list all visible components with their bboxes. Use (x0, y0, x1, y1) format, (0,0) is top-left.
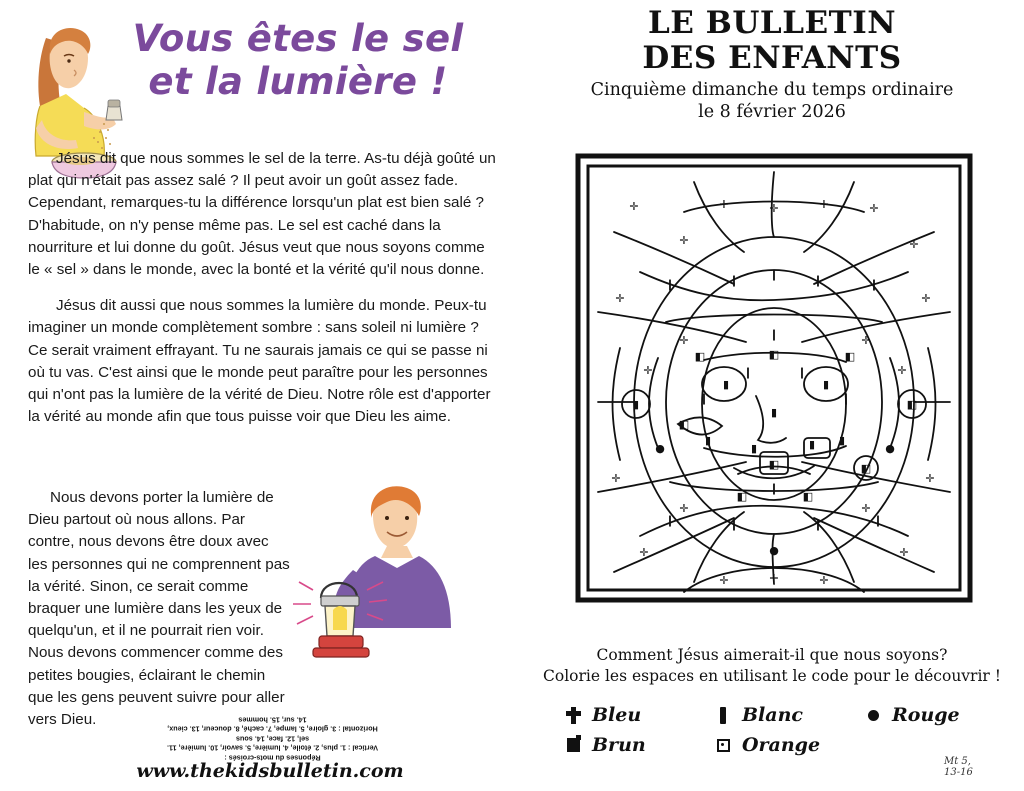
svg-text:❙: ❙ (769, 328, 779, 341)
legend-item-bleu (564, 704, 714, 726)
svg-text:◧: ◧ (860, 462, 872, 475)
legend-label-rouge: Rouge (892, 704, 960, 726)
svg-text:✛: ✛ (925, 472, 935, 485)
svg-text:❙: ❙ (729, 518, 739, 531)
right-column (520, 0, 1024, 791)
svg-text:❙: ❙ (813, 518, 823, 531)
masthead-subtitle-1: Cinquième dimanche du temps ordinaire (590, 80, 954, 101)
svg-text:✛: ✛ (909, 238, 919, 251)
svg-text:✛: ✛ (769, 572, 779, 585)
svg-text:▮: ▮ (770, 406, 778, 419)
svg-text:◧: ◧ (768, 458, 780, 471)
answers-vertical: Vertical : 1. plus, 2. étoile, 4. lumière, 5. savoir, 10. lumière, 11. sel, 12. face, 14. sous (167, 734, 378, 753)
svg-text:✛: ✛ (639, 546, 649, 559)
svg-text:▮: ▮ (704, 434, 712, 447)
article-paragraph-1: Jésus dit que nous sommes le sel de la terre. As-tu déjà goûté un plat qui n'était pas assez salé ? Il peut avoir un goût assez fade. Cependant, remarques-tu la différence lorsqu'un plat est bien salé ? D'habitude, on n'y pense même pas. Le sel est caché dans la nourriture et lui donne du goût. Jésus veut que nous soyons comme le « sel » dans le monde, avec la bonté et la vérité qu'il nous donne. (28, 150, 496, 278)
puzzle-caption-line-2: Colorie les espaces en utilisant le code pour le découvrir ! (543, 666, 1001, 685)
page-title (118, 18, 478, 104)
legend-label-blanc: Blanc (742, 704, 803, 726)
svg-text:✛: ✛ (897, 364, 907, 377)
masthead-subtitle-2: le 8 février 2026 (698, 101, 846, 122)
svg-text:✛: ✛ (643, 364, 653, 377)
svg-text:❙: ❙ (743, 366, 753, 379)
svg-text:▮: ▮ (822, 378, 830, 391)
svg-text:✛: ✛ (899, 546, 909, 559)
svg-text:❙: ❙ (769, 482, 779, 495)
svg-text:❙: ❙ (873, 514, 883, 527)
svg-text:▮: ▮ (722, 378, 730, 391)
svg-text:●: ● (769, 544, 779, 557)
svg-text:▮: ▮ (808, 438, 816, 451)
boy-with-lantern-illustration (283, 478, 498, 663)
vertical-bar-icon (714, 705, 732, 725)
svg-text:✛: ✛ (769, 202, 779, 215)
svg-text:❙: ❙ (699, 392, 709, 405)
article-paragraph-3-wrap (28, 487, 290, 731)
svg-text:◧: ◧ (736, 490, 748, 503)
legend-label-orange: Orange (742, 734, 821, 756)
svg-text:❙: ❙ (729, 274, 739, 287)
svg-text:✛: ✛ (921, 292, 931, 305)
svg-text:❙: ❙ (869, 278, 879, 291)
svg-text:◧: ◧ (678, 418, 690, 431)
svg-text:✛: ✛ (615, 292, 625, 305)
svg-text:✛: ✛ (611, 472, 621, 485)
svg-text:▮: ▮ (632, 398, 640, 411)
headline-line-2: et la lumière ! (148, 59, 448, 103)
puzzle-caption-line-1: Comment Jésus aimerait-il que nous soyons? (596, 646, 948, 664)
answers-title: Réponses du mots-croisés : (224, 753, 321, 763)
legend-item-rouge (864, 704, 994, 726)
svg-text:●: ● (655, 442, 665, 455)
svg-text:◧: ◧ (802, 490, 814, 503)
svg-text:✛: ✛ (861, 334, 871, 347)
answers-horizontal: Horizontal : 3. gloire, 5. lampe, 7. caché, 8. douceur, 13. cieux, 14. sur, 15. hommes (167, 715, 378, 734)
svg-text:✛: ✛ (819, 198, 829, 211)
svg-text:✛: ✛ (629, 200, 639, 213)
svg-text:◧: ◧ (844, 350, 856, 363)
article-paragraph-3: Nous devons porter la lumière de Dieu partout où nous allons. Par contre, nous devons être doux avec les personnes qui ne comprennent pas la vérité. Sinon, ce serait comme braquer une lumière dans les yeux de quelqu'un, et il ne pourrait rien voir. Nous devons commencer comme des petites bougies, éclairant le chemin que les gens peuvent suivre pour aller vers Dieu. (28, 489, 290, 728)
legend-label-brun: Brun (592, 734, 646, 756)
masthead (520, 6, 1024, 123)
svg-text:❙: ❙ (813, 274, 823, 287)
svg-text:❙: ❙ (665, 278, 675, 291)
svg-text:◧: ◧ (768, 348, 780, 361)
color-code-legend (564, 700, 994, 760)
filled-dot-icon (864, 705, 882, 725)
hollow-square-icon (714, 735, 732, 755)
svg-text:✛: ✛ (869, 202, 879, 215)
svg-text:❙: ❙ (841, 392, 851, 405)
scripture-reference: Mt 5, 13-16 (944, 756, 973, 778)
legend-item-blanc (714, 704, 864, 726)
puzzle-caption (520, 645, 1024, 687)
svg-text:✛: ✛ (861, 502, 871, 515)
legend-label-bleu: Bleu (592, 704, 642, 726)
svg-text:❙: ❙ (665, 514, 675, 527)
legend-item-brun (564, 734, 714, 756)
masthead-line-1: LE BULLETIN (647, 5, 897, 41)
cross-icon (564, 705, 582, 725)
svg-text:✛: ✛ (719, 198, 729, 211)
svg-text:❙: ❙ (769, 268, 779, 281)
filled-square-icon (564, 735, 582, 755)
svg-text:●: ● (885, 442, 895, 455)
website-url[interactable]: www.thekidsbulletin.com (136, 760, 404, 782)
headline-line-1: Vous êtes le sel (132, 17, 464, 60)
svg-text:✛: ✛ (679, 234, 689, 247)
svg-text:◧: ◧ (906, 398, 918, 411)
crossword-answers-upside-down (165, 715, 380, 763)
svg-text:❙: ❙ (797, 366, 807, 379)
svg-text:✛: ✛ (819, 574, 829, 587)
svg-text:◧: ◧ (694, 350, 706, 363)
svg-text:▮: ▮ (750, 442, 758, 455)
svg-text:▮: ▮ (838, 434, 846, 447)
article-body (28, 148, 498, 442)
masthead-line-2: DES ENFANTS (642, 39, 902, 76)
svg-text:✛: ✛ (679, 334, 689, 347)
svg-text:✛: ✛ (679, 502, 689, 515)
legend-item-orange (714, 734, 864, 756)
article-paragraph-2: Jésus dit aussi que nous sommes la lumière du monde. Peux-tu imaginer un monde complètement sombre : sans soleil ni lumière ? Ce serait vraiment effrayant. Tu ne saurais jamais ce qui se passe ni où tu vas. C'est ainsi que le monde peut paraître pour les personnes qui n'ont pas la lumière de la vérité de Dieu. Notre rôle est d'apporter la vérité au monde afin que tous puisse voir que Dieu les aime. (28, 297, 491, 426)
svg-text:✛: ✛ (719, 574, 729, 587)
